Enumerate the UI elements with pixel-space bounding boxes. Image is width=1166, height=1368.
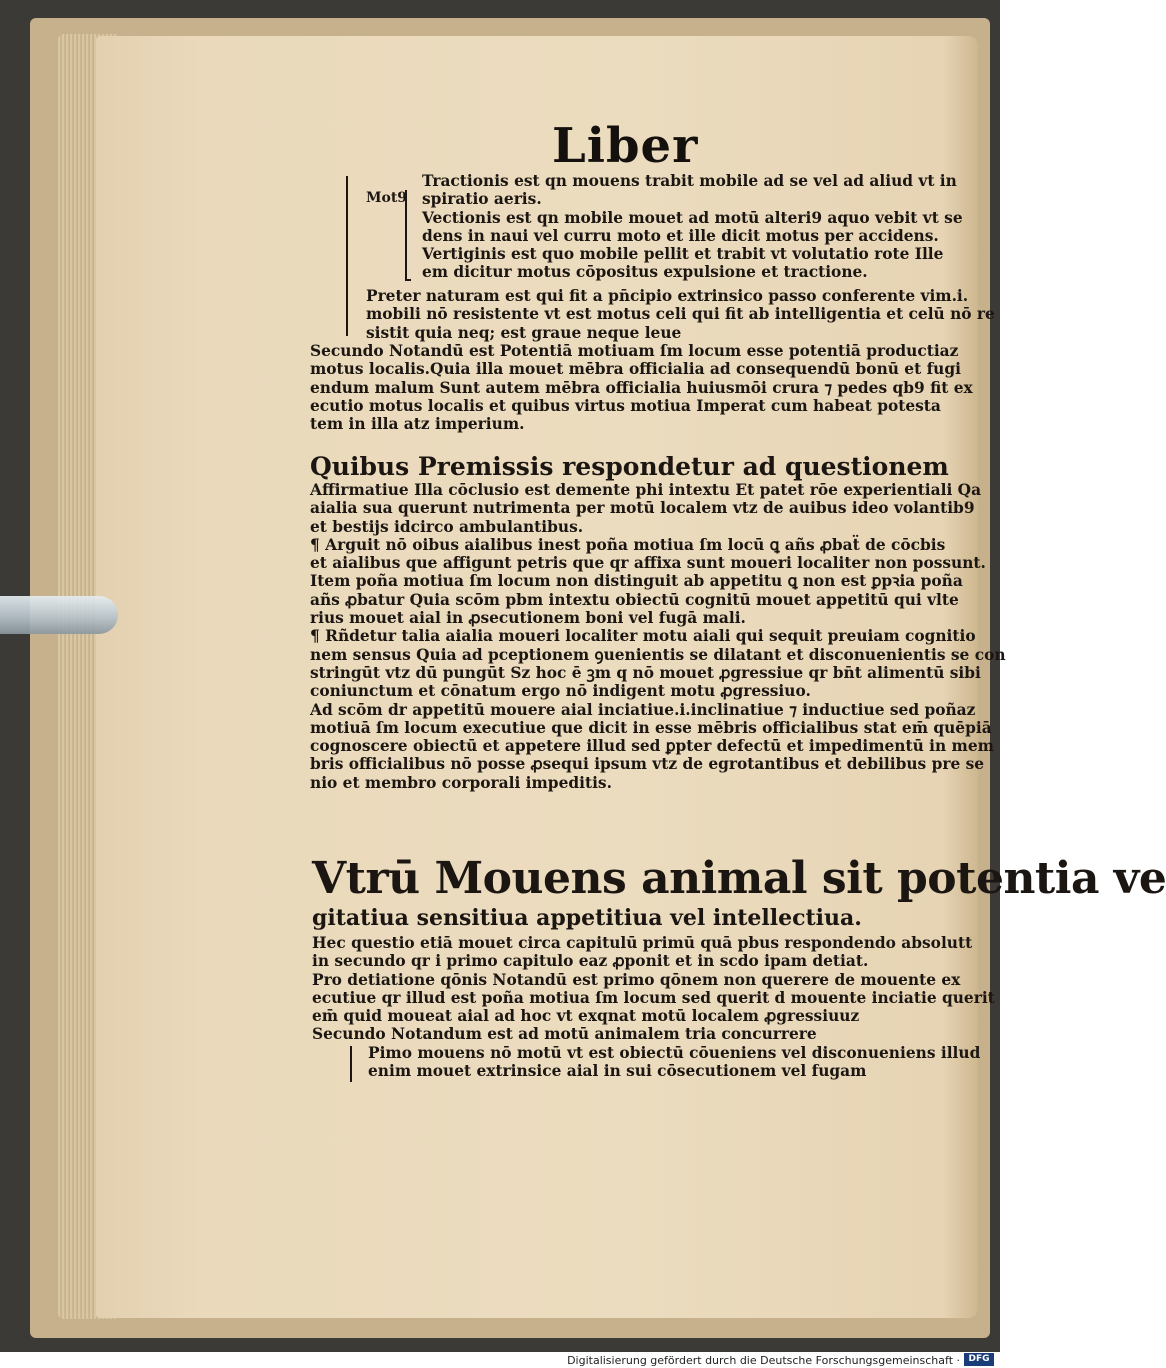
text-line: Vertiginis est quo mobile pellit et trabit vt volutatio rote Ille [422, 245, 944, 264]
text-line: mobili nō resistente vt est motus celi qui fit ab intelligentia et celū nō re [366, 305, 995, 324]
text-line: aialia sua querunt nutrimenta per motū localem vtz de auibus ideo volantib9 [310, 499, 975, 518]
text-line: et aialibus que affigunt petris que qr affixa sunt moueri localiter non possunt. [310, 554, 986, 573]
text-line: Pro detiatione qōnis Notandū est primo qōnem non querere de mouente ex [312, 970, 961, 989]
question-heading-line-1: Vtrū Mouens animal sit potentia ve [312, 853, 1166, 904]
text-line: Ad scōm dr appetitū mouere aial inciatiue.i.inclinatiue ⁊ inductiue sed poñaz [310, 700, 976, 719]
text-line: in secundo qr i primo capitulo eaz ꝓponit et in scdo ipam detiat. [312, 952, 869, 971]
text-line: Tractionis est qn mouens trabit mobile ad se vel ad aliud vt in [422, 172, 957, 190]
text-line: dens in naui vel curru moto et ille dicit motus per accidens. [422, 226, 939, 245]
text-line: Affirmatiue Illa cōclusio est demente phi intextu Et patet rōe experientiali Qa [310, 481, 982, 499]
outer-brace [346, 176, 348, 336]
text-line: Secundo Notandum est ad motū animalem tria concurrere [312, 1025, 817, 1044]
funding-credit: Digitalisierung gefördert durch die Deutsche Forschungsgemeinschaft · [567, 1354, 960, 1367]
block-one [422, 172, 963, 282]
text-line: tem in illa atz imperium. [310, 415, 525, 434]
text-line: cognoscere obiectū et appetere illud sed ꝑpter defectū et impedimentū in mem [310, 737, 994, 756]
margin-label: Mot9 [366, 190, 408, 206]
text-line: nem sensus Quia ad pceptionem ꝯuenientis se dilatant et disconuenientis se con [310, 645, 1006, 664]
text-line: nio et membro corporali impeditis. [310, 773, 612, 792]
text-line: Hec questio etiā mouet circa capitulū primū quā pbus respondendo absolutt [312, 934, 973, 952]
text-line: añs ꝓbatur Quia scōm pbm intextu obiectū cognitū mouet appetitū qui vlte [310, 590, 959, 609]
book-holder-strap [0, 596, 118, 634]
text-line: ¶ Arguit nō oibus aialibus inest poña motiua ſm locū ꝗ añs ꝓbaẗ de cōcbis [310, 535, 946, 554]
text-line: endum malum Sunt autem mēbra officialia huiusmōi crura ⁊ pedes qb9 fit ex [310, 378, 973, 397]
dfg-logo: DFG [964, 1353, 994, 1366]
block-three-continued [368, 1044, 980, 1081]
text-line: em̄ quid moueat aial ad hoc vt exqnat motū localem ꝓgressiuuz [312, 1007, 860, 1026]
text-line: Secundo Notandū est Potentiā motiuam ſm locum esse potentiā productiaz [310, 342, 959, 360]
text-line: bris officialibus nō posse ꝓsequi ipsum vtz de egrotantibus et debilibus pre se [310, 755, 985, 774]
block-one-notes [310, 342, 973, 433]
question-heading [312, 854, 1166, 932]
text-line: coniunctum et cōnatum ergo nō indigent motu ꝓgressiuo. [310, 682, 811, 701]
text-line: Pimo mouens nō motū vt est obiectū cōueniens vel disconueniens illud [368, 1044, 981, 1062]
text-line: stringūt vtz dū pungūt Sz hoc ē ꝫm q nō mouet ꝓgressiue qr bn̄t alimentū sibi [310, 663, 981, 682]
inner-brace-cap [405, 279, 411, 281]
text-line: motiuā ſm locum executiue que dicit in esse mēbris officialibus stat em̄ quēpiā [310, 718, 992, 737]
text-line: Preter naturam est qui fit a pn̄cipio extrinsico passo conferente vim.i. [366, 287, 969, 305]
text-line: ecutio motus localis et quibus virtus motiua Imperat cum habeat potesta [310, 396, 941, 415]
block-two [310, 481, 1006, 792]
block-one-continued [366, 287, 995, 342]
lower-brace [350, 1046, 352, 1082]
section-heading-text: Quibus Premissis respondetur ad questionem [310, 452, 949, 481]
running-head: Liber [552, 118, 699, 174]
text-line: Vectionis est qn mobile mouet ad motū alteri9 aquo vebit vt se [422, 208, 963, 227]
text-line: ¶ Rñdetur talia aialia moueri localiter motu aiali qui sequit preuiam cognitio [310, 627, 976, 646]
text-line: sistit quia neq; est graue neque leue [366, 323, 682, 342]
text-line: enim mouet extrinsice aial in sui cōsecutionem vel fugam [368, 1062, 867, 1081]
text-line: spiratio aeris. [422, 190, 542, 209]
text-line: em dicitur motus cōpositus expulsione et tractione. [422, 263, 868, 282]
text-line: et bestijs idcirco ambulantibus. [310, 517, 584, 536]
section-heading [310, 452, 949, 482]
text-line: rius mouet aial in ꝓsecutionem boni vel fugā mali. [310, 609, 746, 628]
text-line: ecutiue qr illud est poña motiua ſm locum sed querit d mouente inciatie querit [312, 988, 995, 1007]
text-line: Item poña motiua ſm locum non distinguit ab appetitu ꝗ non est ꝑpꝛia poña [310, 572, 963, 591]
text-line: motus localis.Quia illa mouet mēbra officialia ad consequendū bonū et fugi [310, 360, 961, 379]
question-heading-line-2: gitatiua sensitiua appetitiua vel intellectiua. [312, 905, 862, 931]
block-three [312, 934, 995, 1044]
